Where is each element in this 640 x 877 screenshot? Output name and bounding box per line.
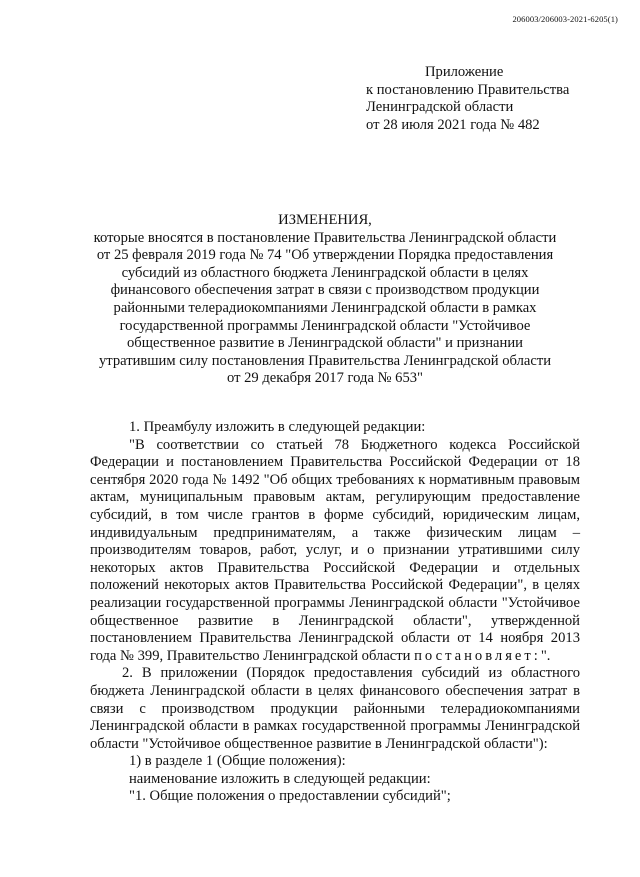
item-1-text-main: "В соответствии со статьей 78 Бюджетного кодекса Российской Федерации и постановлением Правительства Российской Федерации от 18 сентября 2020 года № 1492 "Об общих требованиях к нормативным правовым актам, муниципальным правовым актам, регулирующим предоставление субсидий, в том числе грантов в форме субсидий, юридическим лицам, индивидуальным предпринимателям, а также физическим лицам – производителям товаров, работ, услуг, и о признании утратившими силу некоторых актов Правительства Российской Федерации и отдельных положений некоторых актов Правительства Российской Федерации", в целях реализации государственной программы Ленинградской области "Устойчивое общественное развитие в Ленинградской области", утвержденной постановлением Правительства Ленинградской области от 14 ноября 2013 года № 399, Правительство Ленинградской области — [90, 436, 580, 664]
document-title — [60, 212, 590, 388]
title-line: которые вносятся в постановление Правительства Ленинградской области — [93, 229, 557, 246]
appendix-line-4: от 28 июля 2021 года № 482 — [366, 116, 540, 133]
title-line: от 29 декабря 2017 года № 653" — [226, 370, 423, 387]
title-line: финансового обеспечения затрат в связи с производством продукции — [110, 282, 540, 299]
document-body — [90, 419, 580, 806]
title-line: общественное развитие в Ленинградской области" и признании — [127, 335, 523, 352]
appendix-line-1: Приложение — [425, 64, 504, 80]
title-line: от 25 февраля 2019 года № 74 "Об утверждении Порядка предоставления — [96, 247, 554, 264]
item-2-text: 2. В приложении (Порядок предоставления субсидий из областного бюджета Ленинградской области в целях финансового обеспечения затрат в связи с производством продукции районными телерадиокомпаниями Ленинградской области в рамках государственной программы Ленинградской области "Устойчивое общественное развитие в Ленинградской области"): — [90, 665, 580, 752]
item-1-heading: 1. Преамбулу изложить в следующей редакции: — [129, 419, 426, 435]
title-line: государственной программы Ленинградской области "Устойчивое — [119, 317, 531, 334]
item-1-text-resolves: постановляет: — [414, 647, 541, 664]
item-1-text — [90, 437, 580, 666]
document-number: 206003/206003-2021-6205(1) — [512, 14, 618, 24]
title-heading: ИЗМЕНЕНИЯ, — [278, 212, 372, 228]
title-line: субсидий из областного бюджета Ленинградской области в целях — [121, 264, 529, 281]
appendix-block — [366, 64, 569, 134]
title-line: утратившим силу постановления Правительства Ленинградской области — [98, 352, 552, 369]
appendix-line-2: к постановлению Правительства — [366, 81, 570, 98]
sub-item-1-a: наименование изложить в следующей редакции: — [129, 770, 431, 787]
sub-item-1-b: "1. Общие положения о предоставлении субсидий"; — [129, 788, 451, 805]
appendix-line-3: Ленинградской области — [366, 99, 514, 115]
title-line: районными телерадиокомпаниями Ленинградской области в рамках — [113, 299, 537, 316]
item-1-text-quote: ". — [540, 647, 551, 664]
sub-item-1: 1) в разделе 1 (Общие положения): — [129, 753, 346, 770]
